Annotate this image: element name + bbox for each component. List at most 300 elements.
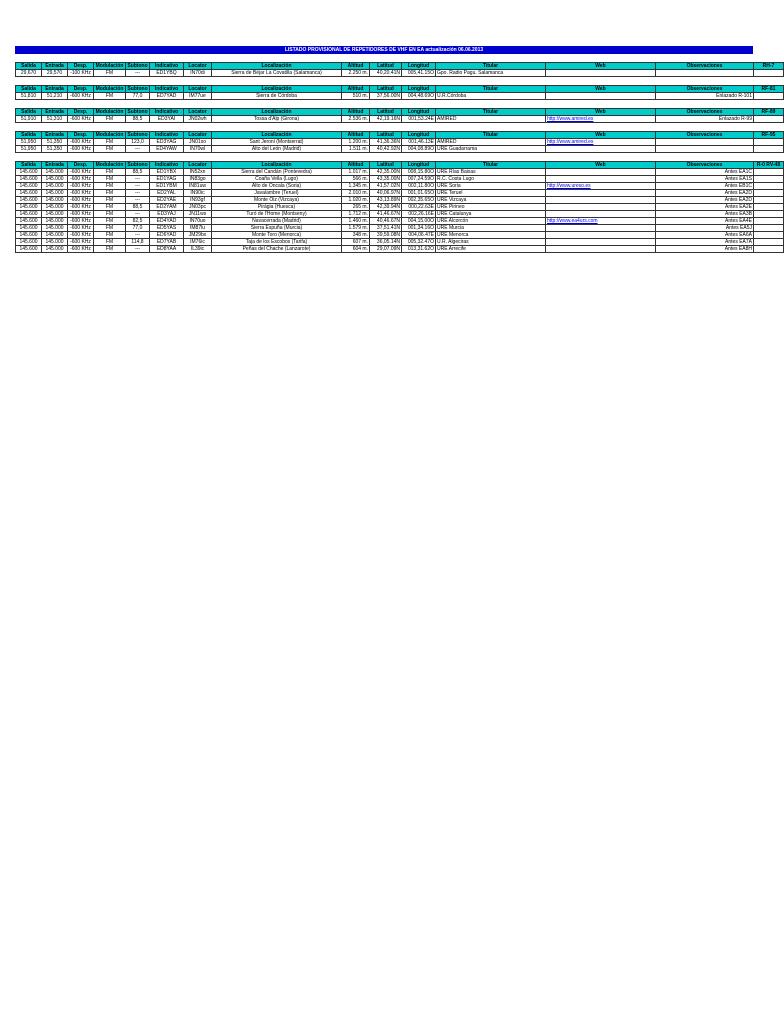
column-header: Modulación [94, 132, 126, 139]
table-cell: 004,15.00O [402, 218, 436, 225]
table-cell: 51,210 [42, 93, 68, 100]
table-cell: ED2YAM [150, 204, 184, 211]
table-cell: URE Rías Baixas [436, 169, 546, 176]
table-cell: URE Murcia [436, 225, 546, 232]
table-cell: URE Catalunya [436, 211, 546, 218]
table-cell: ED4YAW [150, 146, 184, 153]
table-cell: 40,42.92N [370, 146, 402, 153]
table-cell: IN93gf [184, 197, 212, 204]
table-cell: ED1YBM [150, 183, 184, 190]
table-cell [656, 70, 754, 77]
column-header: Subtono [127, 86, 148, 92]
section-tag: RF-95 [754, 132, 784, 139]
table-cell: Tossa d'Alp (Girona) [212, 116, 342, 123]
table-cell: Antes EA2D [656, 197, 754, 204]
table-cell: 1.460 m. [342, 218, 370, 225]
table-row [16, 246, 784, 253]
table-cell [754, 116, 784, 123]
table-cell: Enlazado R-99 [656, 116, 754, 123]
table-cell: AMIRED [436, 116, 546, 123]
table-cell: Antes EB1C [656, 183, 754, 190]
table-cell: --- [126, 190, 150, 197]
column-header: Desp. [68, 63, 94, 70]
table-cell: FM [94, 211, 126, 218]
table-cell: 265 m. [342, 204, 370, 211]
table-cell: 004,06.47E [402, 232, 436, 239]
table-cell: URE Vizcaya [436, 197, 546, 204]
table-cell: --- [126, 70, 150, 77]
table-cell: --- [126, 232, 150, 239]
column-header: Salida [16, 86, 42, 93]
table-cell [546, 190, 656, 197]
table-cell: IN70uo [184, 218, 212, 225]
section-tag: R-0 RV-48 [754, 162, 784, 169]
document-page [15, 0, 781, 253]
table-cell: Antes EA2E [656, 204, 754, 211]
table-cell: Antes EA6A [656, 232, 754, 239]
column-header: Subtono [127, 109, 148, 115]
table-cell: URE Teruel [436, 190, 546, 197]
web-link[interactable]: http://www.ureso.es [547, 183, 591, 189]
table-cell: 145.600 [16, 169, 42, 176]
table-cell: ED3YAG [150, 139, 184, 146]
table-cell [546, 239, 656, 246]
table-cell: FM [94, 139, 126, 146]
table-cell: 2.536 m. [342, 116, 370, 123]
table-cell [754, 197, 784, 204]
table-cell: -600 KHz [68, 204, 94, 211]
table-cell: ED8YAA [150, 246, 184, 253]
table-cell: -600 KHz [68, 116, 94, 123]
table-cell: 51,350 [42, 139, 68, 146]
table-cell: ED2YAE [150, 197, 184, 204]
table-cell: 604 m. [342, 246, 370, 253]
column-header: Locator [184, 132, 212, 139]
table-cell: -600 KHz [68, 146, 94, 153]
table-cell: Alto de Oncala (Soria) [212, 183, 342, 190]
table-cell: ED3YAI [150, 116, 184, 123]
table-cell: 88,5 [126, 204, 150, 211]
table-cell: 40,20.41N [370, 70, 402, 77]
column-header: Locator [184, 109, 212, 116]
table-cell: AMIRED [436, 139, 546, 146]
table-cell: -600 KHz [68, 176, 94, 183]
table-cell: Antes EA2D [656, 190, 754, 197]
table-cell: URE Guadarrama [436, 146, 546, 153]
table-cell: 145.000 [42, 183, 68, 190]
table-cell: 000,22.63E [402, 204, 436, 211]
table-row [16, 146, 784, 153]
column-header: Longitud [402, 162, 436, 169]
table-cell: 001,46.13E [402, 139, 436, 146]
column-header: Modulación [94, 109, 126, 116]
table-cell: ED2YAL [150, 190, 184, 197]
table-header-row [16, 132, 784, 139]
column-header: Salida [16, 63, 42, 70]
table-cell [754, 218, 784, 225]
table-cell: IM76ic [184, 239, 212, 246]
table-cell: ED1YAG [150, 176, 184, 183]
table-cell: FM [94, 116, 126, 123]
table-cell: 77,0 [126, 225, 150, 232]
table-cell: R.C. Costa Lugo [436, 176, 546, 183]
column-header: Titular [436, 63, 546, 70]
table-cell: 145.600 [16, 239, 42, 246]
column-header: Altitud [342, 86, 370, 93]
table-cell: --- [126, 246, 150, 253]
table-cell: Peñas del Chache (Lanzarote) [212, 246, 342, 253]
table-cell [546, 70, 656, 77]
table-cell: 1.511 m. [342, 146, 370, 153]
table-cell: ED3YAJ [150, 211, 184, 218]
table-cell [754, 139, 784, 146]
table-cell: 37,51.41N [370, 225, 402, 232]
table-cell: 123,0 [126, 139, 150, 146]
table-cell [754, 183, 784, 190]
table-cell: Antes EA4E [656, 218, 754, 225]
table-row [16, 197, 784, 204]
table-cell: ED6YAD [150, 232, 184, 239]
table-cell: FM [94, 93, 126, 100]
table-cell [754, 211, 784, 218]
column-header: Titular [436, 132, 546, 139]
table-cell: 40,06.97N [370, 190, 402, 197]
table-row [16, 218, 784, 225]
column-header: Salida [16, 132, 42, 139]
table-cell [754, 190, 784, 197]
table-cell: -600 KHz [68, 218, 94, 225]
table-cell: IN81uw [184, 183, 212, 190]
table-header-row [16, 86, 784, 93]
column-header: Altitud [342, 162, 370, 169]
table-row [16, 93, 784, 100]
table-cell: FM [94, 204, 126, 211]
table-cell [546, 225, 656, 232]
column-header: Longitud [402, 132, 436, 139]
table-cell: Sierra de Béjar La Covatilla (Salamanca) [212, 70, 342, 77]
table-cell [754, 169, 784, 176]
table-cell: 001,01.65O [402, 190, 436, 197]
table-cell: 42,19.16N [370, 116, 402, 123]
table-row [16, 239, 784, 246]
column-header: Observaciones [656, 109, 754, 116]
table-cell: ED7YAB [150, 239, 184, 246]
table-cell [546, 197, 656, 204]
table-cell: 005,41.15O [402, 70, 436, 77]
table-cell: Monte Oiz (Vizcaya) [212, 197, 342, 204]
table-cell: ED1YBQ [150, 70, 184, 77]
table-cell: 145.000 [42, 190, 68, 197]
column-header: Observaciones [656, 132, 754, 139]
table-cell: IM87lu [184, 225, 212, 232]
table-cell: 39,59.08N [370, 232, 402, 239]
table-cell [754, 146, 784, 153]
table-cell: -600 KHz [68, 190, 94, 197]
table-row [16, 176, 784, 183]
table-cell: JN01xo [184, 139, 212, 146]
column-header: Entrada [42, 63, 68, 70]
table-cell: 40,46.67N [370, 218, 402, 225]
table-cell: 566 m. [342, 176, 370, 183]
table-cell [546, 176, 656, 183]
table-cell: 145.000 [42, 197, 68, 204]
table-cell: Antes EA5J [656, 225, 754, 232]
column-header: Subtono [127, 132, 148, 138]
table-cell: ED4YAD [150, 218, 184, 225]
column-header: Longitud [402, 63, 436, 70]
table-cell: Antes EA1C [656, 169, 754, 176]
column-header: Locator [184, 63, 212, 70]
column-header: Latitud [370, 63, 402, 70]
table-row [16, 70, 784, 77]
table-cell: 41,57.02N [370, 183, 402, 190]
column-header: Subtono [127, 63, 148, 69]
column-header: Localización [212, 63, 342, 70]
table-cell: 004,08.89O [402, 146, 436, 153]
table-cell: FM [94, 70, 126, 77]
table-cell: 1.579 m. [342, 225, 370, 232]
column-header: Salida [16, 162, 42, 169]
table-cell [754, 70, 784, 77]
table-cell: 145.000 [42, 225, 68, 232]
column-header: Localización [212, 132, 342, 139]
column-header: Latitud [370, 162, 402, 169]
column-header: Latitud [370, 109, 402, 116]
table-cell: FM [94, 146, 126, 153]
table-cell: Turó de l'Home (Montseny) [212, 211, 342, 218]
table-cell: Javalambre (Teruel) [212, 190, 342, 197]
table-cell: FM [94, 197, 126, 204]
table-cell: 41,46.67N [370, 211, 402, 218]
table-cell: IN70wl [184, 146, 212, 153]
table-row [16, 204, 784, 211]
table-cell: 51,310 [42, 116, 68, 123]
table-cell: Antes EA7A [656, 239, 754, 246]
column-header: Entrada [42, 132, 68, 139]
table-cell [546, 232, 656, 239]
table-cell: -600 KHz [68, 169, 94, 176]
table-cell: IN83go [184, 176, 212, 183]
table-cell [754, 246, 784, 253]
table-cell [546, 93, 656, 100]
table-cell: JN02wh [184, 116, 212, 123]
table-cell: 145.000 [42, 204, 68, 211]
table-cell: --- [126, 183, 150, 190]
column-header: Observaciones [656, 86, 754, 93]
table-cell: -600 KHz [68, 197, 94, 204]
table-cell: Enlazado R-101 [656, 93, 754, 100]
repeater-table [15, 85, 784, 100]
table-cell: 002,11.80O [402, 183, 436, 190]
table-cell: ED7YAD [150, 93, 184, 100]
table-cell: Sierra Espuña (Murcia) [212, 225, 342, 232]
column-header: Longitud [402, 86, 436, 93]
table-row [16, 169, 784, 176]
table-cell: 1.712 m. [342, 211, 370, 218]
table-cell: 42,39.94N [370, 204, 402, 211]
table-cell: 51,910 [16, 116, 42, 123]
column-header: Modulación [94, 86, 126, 93]
table-cell: -600 KHz [68, 246, 94, 253]
table-cell: 145.600 [16, 197, 42, 204]
repeater-table [15, 161, 784, 253]
table-cell: --- [126, 176, 150, 183]
table-cell: 1.345 m. [342, 183, 370, 190]
table-cell: 008,15.80O [402, 169, 436, 176]
table-cell: 82,5 [126, 218, 150, 225]
table-cell: 005,32.47O [402, 239, 436, 246]
table-cell: IN70di [184, 70, 212, 77]
table-cell: 2.010 m. [342, 190, 370, 197]
table-cell: 88,5 [126, 169, 150, 176]
table-cell: 002,26.16E [402, 211, 436, 218]
table-cell [546, 204, 656, 211]
table-cell: 145.600 [16, 218, 42, 225]
table-cell [546, 116, 656, 123]
table-row [16, 190, 784, 197]
table-cell: -600 KHz [68, 183, 94, 190]
table-cell: 37,56.00N [370, 93, 402, 100]
column-header: Indicativo [150, 63, 184, 70]
table-cell: JN11ws [184, 211, 212, 218]
table-cell: ED1YBX [150, 169, 184, 176]
table-cell: 145.000 [42, 239, 68, 246]
web-link[interactable]: http://www.amired.es [547, 116, 594, 122]
column-header: Observaciones [656, 63, 754, 70]
column-header: Indicativo [150, 109, 184, 116]
column-header: Modulación [94, 63, 126, 70]
table-cell: -600 KHz [68, 139, 94, 146]
table-row [16, 116, 784, 123]
web-link[interactable]: http://www.ea4urs.com [547, 218, 598, 224]
table-cell: IN52xn [184, 169, 212, 176]
column-header: Salida [16, 109, 42, 116]
table-cell: -600 KHz [68, 232, 94, 239]
table-cell: FM [94, 239, 126, 246]
repeater-table [15, 62, 784, 77]
table-cell: URE Soria [436, 183, 546, 190]
table-cell [754, 176, 784, 183]
column-header: Entrada [42, 109, 68, 116]
table-cell [546, 139, 656, 146]
column-header: Altitud [342, 109, 370, 116]
table-header-row [16, 109, 784, 116]
table-cell: Antes EA1S [656, 176, 754, 183]
column-header: Locator [184, 86, 212, 93]
column-header: Entrada [42, 86, 68, 93]
column-header: Latitud [370, 86, 402, 93]
table-cell: 145.000 [42, 176, 68, 183]
table-cell: URE Alcorcón [436, 218, 546, 225]
column-header: Titular [436, 162, 546, 169]
table-row [16, 225, 784, 232]
table-cell: Navacerrada (Madrid) [212, 218, 342, 225]
column-header: Indicativo [150, 162, 184, 169]
table-cell: 004,48.69O [402, 93, 436, 100]
table-cell: 145.600 [16, 176, 42, 183]
column-header: Longitud [402, 109, 436, 116]
table-cell: 88,5 [126, 116, 150, 123]
table-cell: 1.017 m. [342, 169, 370, 176]
column-header: Subtono [127, 162, 148, 168]
table-cell: 1.200 m. [342, 139, 370, 146]
table-cell: 145.600 [16, 211, 42, 218]
table-cell: Taja de los Escobos (Tarifa) [212, 239, 342, 246]
table-cell: IN90ic [184, 190, 212, 197]
table-cell: 145.000 [42, 246, 68, 253]
table-cell: FM [94, 183, 126, 190]
table-cell: 607 m. [342, 239, 370, 246]
table-cell: 007,24.59O [402, 176, 436, 183]
table-row [16, 183, 784, 190]
table-cell: 29,670 [16, 70, 42, 77]
column-header: Web [546, 63, 656, 70]
table-cell: 77,0 [126, 93, 150, 100]
table-cell: Coaña Vella (Lugo) [212, 176, 342, 183]
table-cell [546, 183, 656, 190]
section-tag: RF-81 [754, 86, 784, 93]
table-cell: 145.600 [16, 225, 42, 232]
table-cell: IL39ic [184, 246, 212, 253]
repeater-tables [15, 62, 781, 253]
table-cell: Sierra del Candán (Pontevedra) [212, 169, 342, 176]
table-cell [546, 146, 656, 153]
table-cell: 114,8 [126, 239, 150, 246]
table-cell: ED5YAS [150, 225, 184, 232]
table-cell: 51,350 [42, 146, 68, 153]
table-cell: 2.250 m. [342, 70, 370, 77]
column-header: Titular [436, 109, 546, 116]
table-cell [754, 93, 784, 100]
table-row [16, 211, 784, 218]
table-cell: Antes EA3B [656, 211, 754, 218]
table-cell: 43,13.89N [370, 197, 402, 204]
column-header: Localización [212, 109, 342, 116]
column-header: Web [546, 109, 656, 116]
table-cell: 145.000 [42, 211, 68, 218]
page-title: LISTADO PROVISIONAL DE REPETIDORES DE VHF EN EA actualización 06.06.2013 [15, 46, 753, 54]
column-header: Latitud [370, 132, 402, 139]
table-cell: 145.600 [16, 183, 42, 190]
table-cell: 145.000 [42, 218, 68, 225]
column-header: Web [546, 162, 656, 169]
table-cell [546, 169, 656, 176]
table-cell [754, 204, 784, 211]
repeater-table [15, 108, 784, 123]
column-header: Modulación [94, 162, 126, 169]
table-cell: --- [126, 211, 150, 218]
table-cell: 145.600 [16, 232, 42, 239]
table-cell: -600 KHz [68, 93, 94, 100]
table-cell: FM [94, 169, 126, 176]
table-cell: -600 KHz [68, 225, 94, 232]
table-cell [754, 232, 784, 239]
table-cell: 001,34.16O [402, 225, 436, 232]
table-cell: FM [94, 246, 126, 253]
table-header-row [16, 63, 784, 70]
table-cell [656, 139, 754, 146]
table-cell: 145.000 [42, 232, 68, 239]
table-cell: 1.020 m. [342, 197, 370, 204]
section-tag: RH-7 [754, 63, 784, 70]
table-cell [546, 211, 656, 218]
table-cell: 51,950 [16, 146, 42, 153]
table-cell: 29,07.09N [370, 246, 402, 253]
web-link[interactable]: http://www.amired.es [547, 139, 594, 145]
table-header-row [16, 162, 784, 169]
table-row [16, 139, 784, 146]
table-cell: 42,35.00N [370, 169, 402, 176]
